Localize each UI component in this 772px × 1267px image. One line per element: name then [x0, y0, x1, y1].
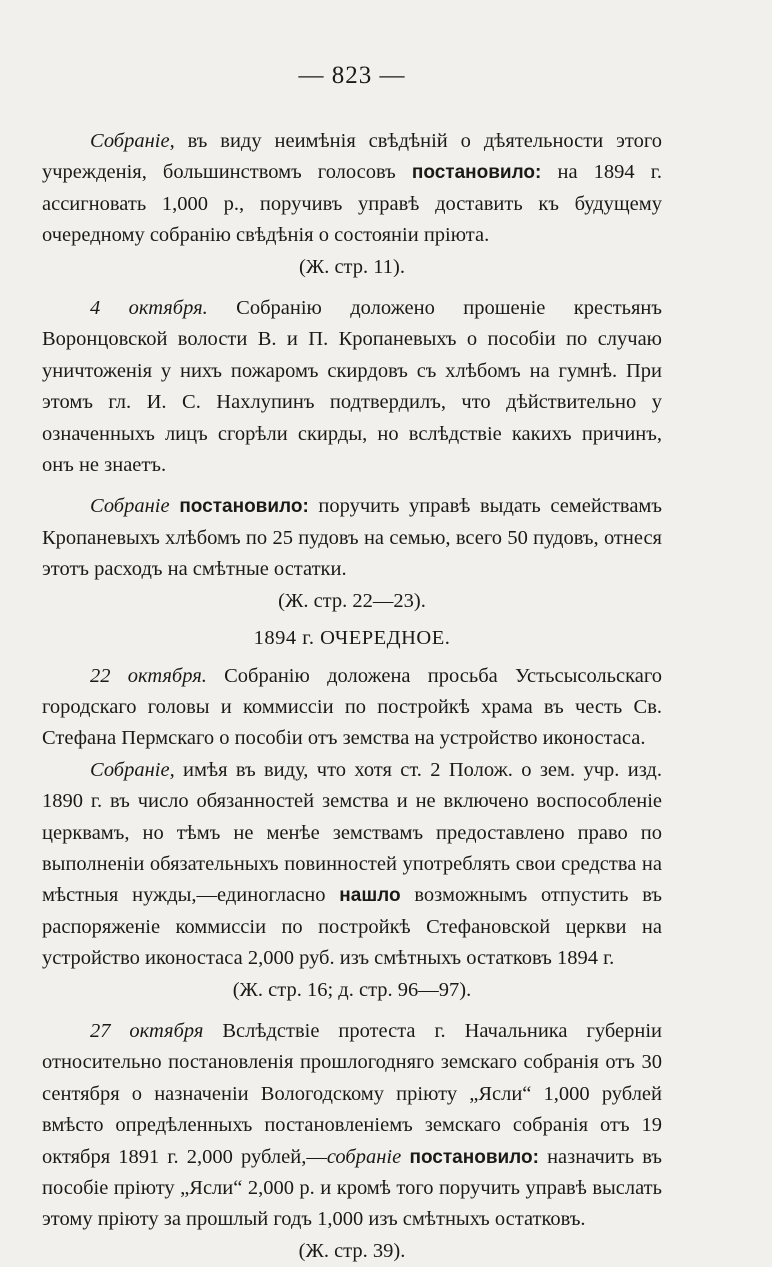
paragraph-5-text-a: имѣя въ виду, что хотя ст. 2 Полож. о зем. учр. изд. 1890 г. въ число обязанностей земства и не включено воспособленіе церквамъ, но тѣмъ не менѣе земствамъ предоставлено право по выполненіи обязательныхъ повинностей употреблять свои средства на мѣстныя нужды,—единогласно: [42, 758, 662, 907]
page-number: — 823 —: [298, 62, 406, 89]
paragraph-4-date: 22 октября.: [90, 664, 207, 687]
journal-reference-3: (Ж. стр. 16; д. стр. 96—97).: [232, 978, 472, 1001]
paragraph-5-decision: нашло: [339, 885, 401, 907]
paragraph-2: [42, 293, 662, 481]
paragraph-6: [42, 1016, 662, 1236]
paragraph-4: [42, 661, 662, 755]
paragraph-1-text-a: въ виду неимѣнія свѣдѣній о дѣятельности этого учрежденія, большинствомъ голосовъ: [42, 130, 662, 184]
paragraph-6-text-a: Вслѣдствіе протеста г. Начальника губерніи относительно постановленія прошлогодняго земскаго собранія отъ 30 сентября о назначеніи Вологодскому пріюту „Ясли“ 1,000 рублей вмѣсто опредѣленныхъ постановленіемъ земскаго собранія отъ 19 октября 1891 г. 2,000 рублей,—: [42, 1019, 662, 1168]
paragraph-5: [42, 755, 662, 975]
paragraph-1-text-b: на 1894 г. ассигновать 1,000 р., поручивъ управѣ доставить къ будущему очередному собранію свѣдѣнія о состояніи пріюта.: [42, 161, 662, 247]
journal-reference-2: (Ж. стр. 22—23).: [278, 589, 426, 612]
paragraph-6-subject: собраніе: [326, 1145, 402, 1168]
paragraph-1-lead: Собраніе,: [90, 130, 175, 152]
paragraph-3-text: поручить управѣ выдать семействамъ Кропаневыхъ хлѣбомъ по 25 пудовъ на семью, всего 50 пудовъ, отнеся этотъ расходъ на смѣтные остатки.: [42, 495, 662, 581]
paragraph-5-text-b: возможнымъ отпустить въ распоряженіе коммиссіи по постройкѣ Стефановской церкви на устройство иконостаса 2,000 руб. изъ смѣтныхъ остатковъ 1894 г.: [42, 884, 662, 970]
paragraph-4-text: Собранію доложена просьба Устьсысольскаго городскаго головы и коммиссіи по постройкѣ храма въ честь Св. Стефана Пермскаго о пособіи отъ земства на устройство иконостаса.: [42, 664, 662, 750]
paragraph-6-decision: постановило:: [401, 1146, 539, 1168]
paragraph-3-lead: Собраніе: [90, 495, 170, 518]
paragraph-3: [42, 491, 662, 585]
paragraph-1: [42, 126, 662, 252]
section-heading: 1894 г. ОЧЕРЕДНОЕ.: [253, 627, 451, 650]
journal-reference-1: (Ж. стр. 11).: [299, 255, 405, 278]
paragraph-2-text: Собранію доложено прошеніе крестьянъ Воронцовской волости В. и П. Кропаневыхъ о пособіи по случаю уничтоженія у нихъ пожаромъ скирдовъ съ хлѣбомъ на гумнѣ. При этомъ гл. И. С. Нахлупинъ подтвердилъ, что дѣйствительно у означенныхъ лицъ сгорѣли скирды, но вслѣдствіе какихъ причинъ, онъ не знаетъ.: [42, 297, 663, 477]
paragraph-2-date: 4 октября.: [90, 297, 208, 320]
paragraph-5-lead: Собраніе,: [90, 758, 175, 781]
journal-reference-4: (Ж. стр. 39).: [298, 1239, 406, 1262]
paragraph-3-decision: постановило:: [169, 496, 309, 518]
paragraph-6-date: 27 октября: [90, 1019, 204, 1042]
paragraph-6-text-b: назначить въ пособіе пріюту „Ясли“ 2,000 р. и кромѣ того поручить управѣ выслать этому пріюту за прошлый годъ 1,000 изъ смѣтныхъ остатковъ.: [42, 1145, 662, 1231]
paragraph-1-decision: постановило:: [411, 162, 542, 184]
page-body: [42, 126, 662, 1267]
